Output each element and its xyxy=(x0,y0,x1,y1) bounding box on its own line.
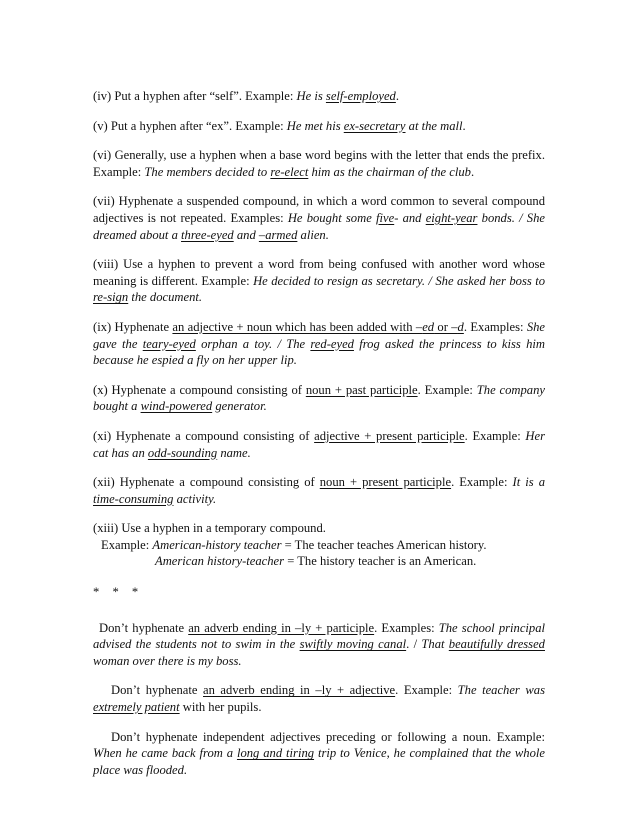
underlined-example: time-consuming xyxy=(93,491,174,506)
example-text: frog asked the princess to kiss him because he espied a fly on her upper lip. xyxy=(93,336,545,368)
rule-text: . Example: xyxy=(417,382,477,397)
dont-rule-3 xyxy=(93,729,545,779)
example-text: The members decided to xyxy=(144,164,271,179)
example-text: the document. xyxy=(128,290,203,305)
underlined-example: swiftly moving canal xyxy=(299,637,407,652)
rule-text: (xii) Hyphenate a compound consisting of xyxy=(93,475,320,490)
rule-text: . Examples: xyxy=(463,319,527,334)
rule-text: (xi) Hyphenate a compound consisting of xyxy=(93,428,315,443)
example-label: Example: xyxy=(101,537,153,552)
example-text: orphan a toy. / The xyxy=(195,336,311,351)
example-text: The school principal advised the students not to swim in the xyxy=(93,620,546,652)
underlined-example: eight-year xyxy=(425,210,478,225)
rule-text: . Example: xyxy=(464,428,526,443)
punctuation: . xyxy=(470,164,475,179)
example-text: and xyxy=(233,227,259,242)
suffix-text: d xyxy=(457,319,464,334)
example-text: alien. xyxy=(297,227,329,242)
underlined-example: –armed xyxy=(258,227,298,242)
example-text: The company bought a xyxy=(93,382,545,414)
underlined-example: beautifully dressed xyxy=(448,637,545,652)
example-text: Her cat has an xyxy=(93,428,545,460)
section-separator: * * * xyxy=(93,585,139,600)
rule-text: (xiii) Use a hyphen in a temporary compound. xyxy=(93,521,326,536)
underlined-pattern: an adverb ending in –ly + participle xyxy=(188,620,375,635)
rule-text: (vii) Hyphenate a suspended compound, in which a word common to several compound adjectives is not repeated. Examples: xyxy=(93,194,545,225)
rule-text: . Example: xyxy=(395,683,458,698)
example-text: He met his xyxy=(286,118,344,133)
dont-rule-1 xyxy=(93,620,545,670)
suffix-text: ed xyxy=(422,319,435,334)
underlined-example: three-eyed xyxy=(181,227,234,242)
rule-text: (ix) Hyphenate xyxy=(93,319,173,334)
rule-text: Don’t hyphenate xyxy=(99,620,189,635)
rule-viii xyxy=(93,256,545,306)
example-definition: = The teacher teaches American history. xyxy=(281,537,487,552)
underlined-example: re-sign xyxy=(93,290,129,305)
rule-text: . / xyxy=(406,637,422,652)
rule-text: . Example: xyxy=(451,475,513,490)
example-text: The teacher was xyxy=(457,683,545,698)
punctuation: . xyxy=(258,700,262,715)
underlined-example: re-elect xyxy=(270,164,309,179)
rule-xi xyxy=(93,428,545,461)
example-text: When he came back from a xyxy=(93,746,237,761)
rule-text: (iv) Put a hyphen after “self”. Example: xyxy=(93,89,297,103)
punctuation: . xyxy=(395,89,400,103)
underlined-pattern: noun + past participle xyxy=(305,382,418,397)
rule-vi xyxy=(93,147,545,180)
rule-text: (x) Hyphenate a compound consisting of xyxy=(93,382,306,397)
example-term: American-history teacher xyxy=(152,537,282,552)
example-text: He bought some xyxy=(287,210,376,225)
underlined-example: self-employed xyxy=(325,89,396,103)
example-text: That xyxy=(421,637,449,652)
pattern-text: or – xyxy=(434,319,458,334)
underlined-pattern: noun + present participle xyxy=(319,475,452,490)
example-text: generator. xyxy=(212,399,267,414)
document-body xyxy=(93,88,545,791)
rule-ix xyxy=(93,319,545,369)
rule-vii xyxy=(93,193,545,243)
example-text: It is a xyxy=(512,475,546,490)
example-text: trip to Venice, he complained that the whole place was flooded. xyxy=(93,746,545,777)
rule-xii xyxy=(93,474,545,507)
rule-text: (viii) Use a hyphen to prevent a word from being confused with another word whose meaning is different. Example: xyxy=(93,257,545,288)
underlined-example: ex-secretary xyxy=(343,118,406,133)
underlined-example: wind-powered xyxy=(140,399,213,414)
rule-x xyxy=(93,382,545,415)
rule-text: (v) Put a hyphen after “ex”. Example: xyxy=(93,118,287,133)
rule-iv xyxy=(93,88,545,105)
rule-text: (vi) Generally, use a hyphen when a base word begins with the letter that ends the prefix. Example: xyxy=(93,148,545,179)
rule-text: Don’t hyphenate independent adjectives preceding or following a noun. Example: xyxy=(111,729,545,744)
example-text: with her pupils xyxy=(179,700,259,715)
example-term: American history-teacher xyxy=(155,554,285,569)
dont-rule-2 xyxy=(93,682,545,715)
pattern-text: an adjective + noun which has been added with – xyxy=(172,319,423,334)
rule-xiii-example-2 xyxy=(93,553,545,570)
example-text: He is xyxy=(296,89,326,103)
rule-xiii xyxy=(93,520,545,537)
example-text: She gave the xyxy=(93,319,546,351)
underlined-example: five xyxy=(376,210,395,225)
rule-xiii-example-1 xyxy=(93,537,545,554)
rule-v xyxy=(93,118,545,135)
underlined-example: red-eyed xyxy=(310,336,354,351)
example-text: He decided to resign as secretary. / She asked her boss to xyxy=(253,273,545,288)
rule-text: . Examples: xyxy=(374,620,439,635)
example-text: at the mall xyxy=(405,118,463,133)
example-text: woman over there is my boss. xyxy=(93,653,242,668)
example-text: him as the chairman of the club xyxy=(308,164,471,179)
example-text: bonds. / She dreamed about a xyxy=(93,210,545,242)
underlined-example: long and tiring xyxy=(236,746,315,761)
example-text: name. xyxy=(217,445,251,460)
example-definition: = The history teacher is an American. xyxy=(284,554,477,569)
underlined-example: odd-sounding xyxy=(147,445,218,460)
rule-text: Don’t hyphenate xyxy=(111,683,203,698)
example-text: - and xyxy=(394,210,426,225)
underlined-example: extremely patient xyxy=(93,700,180,715)
underlined-pattern: an adverb ending in –ly + adjective xyxy=(203,683,396,698)
underlined-pattern: adjective + present participle xyxy=(314,428,465,443)
punctuation: . xyxy=(462,118,466,133)
underlined-example: teary-eyed xyxy=(142,336,196,351)
example-text: activity. xyxy=(173,491,217,506)
underlined-pattern xyxy=(172,320,463,334)
